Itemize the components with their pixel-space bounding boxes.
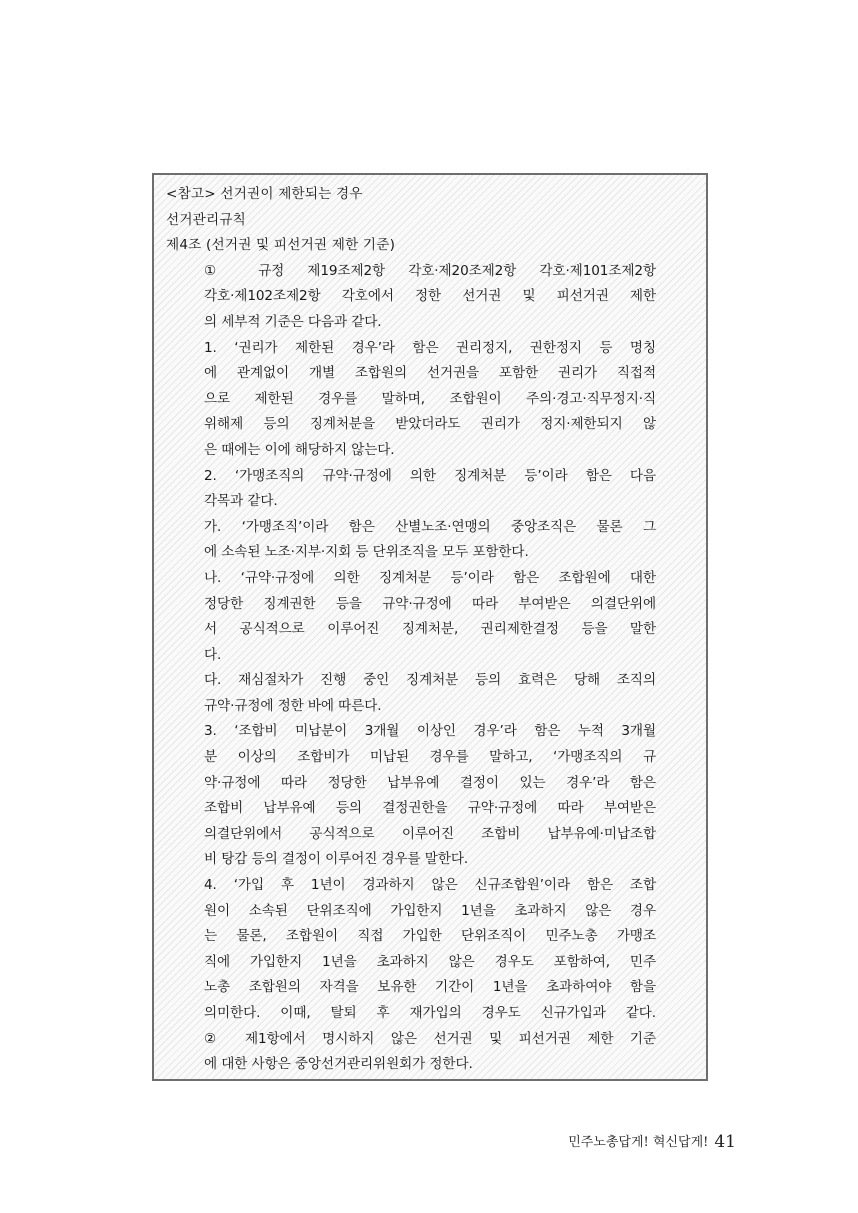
- body-line: ② 제1항에서 명시하지 않은 선거권 및 피선거권 제한 기준: [204, 1030, 656, 1047]
- body-line: 나. ‘규약·규정에 의한 징계처분 등’이라 함은 조합원에 대한: [204, 569, 656, 586]
- body-line: 1. ‘권리가 제한된 경우’라 함은 권리정지, 권한정지 등 명칭: [204, 339, 656, 356]
- body-line: 직에 가입한지 1년을 초과하지 않은 경우도 포함하여, 민주: [204, 953, 656, 970]
- body-line: 은 때에는 이에 해당하지 않는다.: [204, 441, 395, 458]
- body-line: 의 세부적 기준은 다음과 같다.: [204, 313, 382, 330]
- body-line: 원이 소속된 단위조직에 가입한지 1년을 초과하지 않은 경우: [204, 902, 656, 919]
- body-line: 가. ‘가맹조직’이라 함은 산별노조·연맹의 중앙조직은 물론 그: [204, 518, 656, 535]
- body-line: 에 대한 사항은 중앙선거관리위원회가 정한다.: [204, 1056, 473, 1073]
- page-footer: [568, 1131, 736, 1152]
- reference-box: [152, 173, 708, 1081]
- body-line: 위해제 등의 징계처분을 받았더라도 권리가 정지·제한되지 않: [204, 416, 656, 433]
- body-line: 에 소속된 노조·지부·지회 등 단위조직을 모두 포함한다.: [204, 544, 529, 561]
- body-line: 조합비 납부유예 등의 결정권한을 규약·규정에 따라 부여받은: [204, 800, 656, 817]
- body-line: 4. ‘가입 후 1년이 경과하지 않은 신규조합원’이라 함은 조합: [204, 877, 656, 894]
- rule-name: 선거관리규칙: [166, 211, 246, 228]
- article-title: 제4조 (선거권 및 피선거권 제한 기준): [166, 237, 396, 254]
- body-line: 규약·규정에 정한 바에 따른다.: [204, 697, 382, 714]
- body-line: 다.: [204, 646, 222, 663]
- page-number: 41: [714, 1132, 736, 1152]
- body-line: 다. 재심절차가 진행 중인 징계처분 등의 효력은 당해 조직의: [204, 672, 656, 689]
- body-line: 의결단위에서 공식적으로 이루어진 조합비 납부유예·미납조합: [204, 825, 656, 842]
- body-line: 노총 조합원의 자격을 보유한 기간이 1년을 초과하여야 함을: [204, 979, 656, 996]
- body-line: 각호·제102조제2항 각호에서 정한 선거권 및 피선거권 제한: [204, 288, 656, 305]
- body-line: 약·규정에 따라 정당한 납부유예 결정이 있는 경우’라 함은: [204, 774, 656, 791]
- body-line: 정당한 징계권한 등을 규약·규정에 따라 부여받은 의결단위에: [204, 595, 656, 612]
- body-line: 는 물론, 조합원이 직접 가입한 단위조직이 민주노총 가맹조: [204, 928, 656, 945]
- footer-slogan: 민주노총답게! 혁신답게!: [568, 1135, 709, 1150]
- body-line: 각목과 같다.: [204, 493, 278, 510]
- body-line: 3. ‘조합비 미납분이 3개월 이상인 경우’라 함은 누적 3개월: [204, 723, 656, 740]
- body-line: 서 공식적으로 이루어진 징계처분, 권리제한결정 등을 말한: [204, 621, 656, 638]
- body-line: 의미한다. 이때, 탈퇴 후 재가입의 경우도 신규가입과 같다.: [204, 1005, 656, 1021]
- body-line: 으로 제한된 경우를 말하며, 조합원이 주의·경고·직무정지·직: [204, 390, 656, 407]
- box-heading: <참고> 선거권이 제한되는 경우: [166, 186, 363, 202]
- body-line: ① 규정 제19조제2항 각호·제20조제2항 각호·제101조제2항: [204, 262, 656, 279]
- body-line: 분 이상의 조합비가 미납된 경우를 말하고, ‘가맹조직의 규: [204, 749, 656, 766]
- body-line: 에 관계없이 개별 조합원의 선거권을 포함한 권리가 직접적: [204, 365, 656, 382]
- body-line: 2. ‘가맹조직의 규약·규정에 의한 징계처분 등’이라 함은 다음: [204, 467, 656, 484]
- body-line: 비 탕감 등의 결정이 이루어진 경우를 말한다.: [204, 851, 469, 868]
